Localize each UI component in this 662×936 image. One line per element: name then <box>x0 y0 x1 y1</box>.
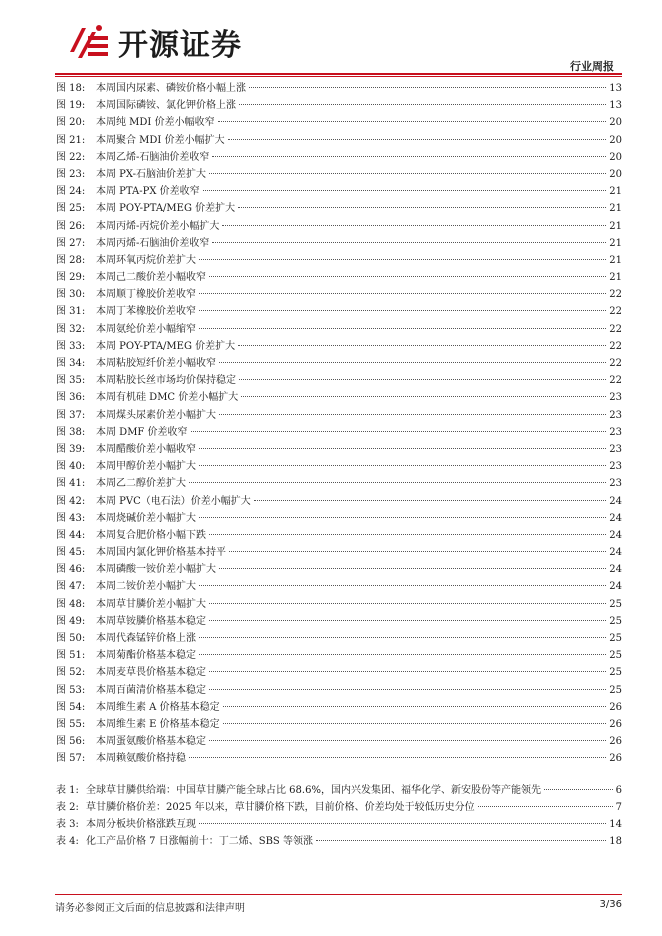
toc-figure-entry[interactable] <box>56 252 622 269</box>
entry-number: 图 27: <box>56 237 86 249</box>
entry-title: 本周己二酸价差小幅收窄 <box>96 272 206 284</box>
entry-number: 图 43: <box>56 512 86 524</box>
toc-figure-entry[interactable] <box>56 578 622 595</box>
entry-page-number: 26 <box>609 753 622 765</box>
entry-title: 本周粘胶短纤价差小幅收窄 <box>96 358 216 369</box>
entry-number: 图 24: <box>56 186 86 198</box>
entry-page-number: 21 <box>609 237 622 249</box>
dot-leader <box>199 310 606 311</box>
toc-figure-entry[interactable] <box>56 303 622 320</box>
entry-number: 图 18: <box>56 83 86 94</box>
dot-leader <box>199 465 606 466</box>
entry-title: 本周煤头尿素价差小幅扩大 <box>96 409 216 421</box>
toc-figure-entry[interactable] <box>56 114 622 131</box>
dot-leader <box>222 225 606 226</box>
entry-page-number: 25 <box>609 598 622 610</box>
entry-page-number: 21 <box>609 254 622 266</box>
entry-title: 本周 DMF 价差收窄 <box>96 426 188 438</box>
entry-number: 图 23: <box>56 168 86 180</box>
toc-figure-entry[interactable] <box>56 493 622 510</box>
entry-page-number: 26 <box>609 701 622 713</box>
toc-figure-entry[interactable] <box>56 389 622 406</box>
entry-number: 表 2: <box>56 801 79 813</box>
entry-page-number: 25 <box>609 615 622 627</box>
entry-page-number: 22 <box>609 323 622 335</box>
entry-number: 图 26: <box>56 220 86 232</box>
entry-page-number: 23 <box>609 443 622 455</box>
entry-page-number: 25 <box>609 650 622 662</box>
entry-title: 本周丙烯-石脑油价差收窄 <box>96 237 210 249</box>
table-list <box>56 782 622 851</box>
entry-page-number: 23 <box>609 392 622 404</box>
dot-leader <box>199 823 606 824</box>
toc-figure-entry[interactable] <box>56 441 622 458</box>
entry-title: 本周醋酸价差小幅收窄 <box>96 443 196 455</box>
toc-figure-entry[interactable] <box>56 80 622 97</box>
entry-number: 图 35: <box>56 375 86 387</box>
entry-number: 图 48: <box>56 598 86 610</box>
entry-number: 图 40: <box>56 461 86 473</box>
toc-table-entry[interactable] <box>56 833 622 850</box>
entry-title: 本周分板块价格涨跌互现 <box>86 818 196 830</box>
dot-leader <box>209 671 606 672</box>
entry-title: 本周麦草畏价格基本稳定 <box>96 667 206 679</box>
kaiyuan-securities-logo-icon <box>68 22 112 62</box>
entry-title: 本周 PTA-PX 价差收窄 <box>96 186 200 198</box>
brand-name: 开源证券 <box>118 28 242 63</box>
dot-leader <box>199 293 606 294</box>
toc-figure-entry[interactable] <box>56 338 622 355</box>
toc-figure-entry[interactable] <box>56 630 622 647</box>
dot-leader <box>238 207 606 208</box>
entry-page-number: 24 <box>609 581 622 593</box>
entry-number: 图 51: <box>56 650 86 662</box>
entry-title: 草甘膦价格价差：2025 年以来，草甘膦价格下跌，目前价格、价差均处于较低历史分位 <box>86 801 475 813</box>
entry-page-number: 22 <box>609 289 622 301</box>
entry-number: 图 49: <box>56 615 86 627</box>
entry-title: 本周粘胶长丝市场均价保持稳定 <box>96 375 236 387</box>
entry-page-number: 25 <box>609 667 622 679</box>
entry-page-number: 21 <box>609 186 622 198</box>
legal-disclaimer: 请务必参阅正文后面的信息披露和法律声明 <box>55 903 245 914</box>
dot-leader <box>189 757 606 758</box>
dot-leader <box>219 362 606 363</box>
toc-figure-entry[interactable] <box>56 97 622 114</box>
entry-page-number: 20 <box>609 151 622 163</box>
toc-figure-entry[interactable] <box>56 613 622 630</box>
entry-page-number: 18 <box>609 836 622 848</box>
entry-number: 图 32: <box>56 323 86 335</box>
entry-title: 本周草甘膦价差小幅扩大 <box>96 598 206 610</box>
toc-figure-entry[interactable] <box>56 183 622 200</box>
entry-page-number: 6 <box>615 784 622 796</box>
dot-leader <box>199 328 606 329</box>
toc-table-entry[interactable] <box>56 799 622 816</box>
entry-number: 图 47: <box>56 581 86 593</box>
dot-leader <box>223 706 607 707</box>
entry-page-number: 24 <box>609 547 622 559</box>
dot-leader <box>223 723 607 724</box>
footer-divider <box>55 894 622 895</box>
entry-title: 本周维生素 A 价格基本稳定 <box>96 701 220 713</box>
dot-leader <box>209 173 606 174</box>
entry-title: 本周环氧丙烷价差扩大 <box>96 254 196 266</box>
toc-figure-entry[interactable] <box>56 407 622 424</box>
entry-title: 本周氨纶价差小幅缩窄 <box>96 323 196 335</box>
entry-page-number: 21 <box>609 272 622 284</box>
entry-page-number: 21 <box>609 220 622 232</box>
dot-leader <box>199 517 606 518</box>
entry-number: 图 30: <box>56 289 86 301</box>
entry-page-number: 24 <box>609 512 622 524</box>
toc-figure-entry[interactable] <box>56 235 622 252</box>
entry-number: 图 42: <box>56 495 86 507</box>
entry-number: 图 28: <box>56 254 86 266</box>
entry-title: 本周二铵价差小幅扩大 <box>96 581 196 593</box>
brand-logo <box>68 22 242 62</box>
entry-number: 表 1: <box>56 784 79 796</box>
dot-leader <box>209 740 606 741</box>
entry-page-number: 24 <box>609 564 622 576</box>
dot-leader <box>249 87 606 88</box>
dot-leader <box>212 156 606 157</box>
toc-figure-entry[interactable] <box>56 750 622 767</box>
figure-list <box>56 80 622 768</box>
entry-number: 图 22: <box>56 151 86 163</box>
toc-table-entry[interactable] <box>56 782 622 799</box>
dot-leader <box>199 259 606 260</box>
entry-page-number: 23 <box>609 409 622 421</box>
entry-number: 图 44: <box>56 529 86 541</box>
entry-title: 化工产品价格 7 日涨幅前十：丁二烯、SBS 等领涨 <box>86 836 313 848</box>
entry-page-number: 23 <box>609 461 622 473</box>
entry-page-number: 26 <box>609 736 622 748</box>
entry-title: 本周甲醇价差小幅扩大 <box>96 461 196 473</box>
dot-leader <box>239 379 606 380</box>
entry-page-number: 22 <box>609 306 622 318</box>
toc-figure-entry[interactable] <box>56 544 622 561</box>
entry-title: 本周国际磷铵、氯化钾价格上涨 <box>96 100 236 112</box>
entry-number: 图 25: <box>56 203 86 215</box>
page-number: 3/36 <box>599 899 622 910</box>
section-gap <box>56 768 622 782</box>
entry-page-number: 13 <box>609 100 622 112</box>
entry-page-number: 22 <box>609 340 622 352</box>
dot-leader <box>218 121 607 122</box>
dot-leader <box>199 585 606 586</box>
entry-page-number: 21 <box>609 203 622 215</box>
toc-figure-entry[interactable] <box>56 699 622 716</box>
toc-figure-entry[interactable] <box>56 458 622 475</box>
entry-title: 本周 POY-PTA/MEG 价差扩大 <box>96 340 236 352</box>
toc-figure-entry[interactable] <box>56 149 622 166</box>
dot-leader <box>212 242 606 243</box>
entry-title: 本周国内尿素、磷铵价格小幅上涨 <box>96 83 246 94</box>
entry-page-number: 20 <box>609 117 622 129</box>
dot-leader <box>191 431 607 432</box>
entry-number: 图 54: <box>56 701 86 713</box>
entry-number: 图 55: <box>56 718 86 730</box>
entry-page-number: 7 <box>615 801 622 813</box>
entry-title: 本周 PVC（电石法）价差小幅扩大 <box>96 495 251 507</box>
entry-title: 本周 PX-石脑油价差扩大 <box>96 168 207 180</box>
toc-figure-entry[interactable] <box>56 682 622 699</box>
entry-number: 表 4: <box>56 836 79 848</box>
entry-title: 本周烧碱价差小幅扩大 <box>96 512 196 524</box>
entry-page-number: 22 <box>609 375 622 387</box>
entry-title: 本周草铵膦价格基本稳定 <box>96 615 206 627</box>
dot-leader <box>199 654 606 655</box>
toc-figure-entry[interactable] <box>56 733 622 750</box>
entry-title: 本周丙烯-丙烷价差小幅扩大 <box>96 220 220 232</box>
toc-figure-entry[interactable] <box>56 647 622 664</box>
document-type-label: 行业周报 <box>570 60 614 73</box>
entry-title: 本周乙烯-石脑油价差收窄 <box>96 151 210 163</box>
toc-figure-entry[interactable] <box>56 510 622 527</box>
entry-number: 图 57: <box>56 753 86 765</box>
entry-number: 图 31: <box>56 306 86 318</box>
entry-page-number: 26 <box>609 718 622 730</box>
entry-title: 本周菊酯价格基本稳定 <box>96 650 196 662</box>
entry-number: 图 39: <box>56 443 86 455</box>
dot-leader <box>209 534 606 535</box>
entry-title: 本周百菌清价格基本稳定 <box>96 684 206 696</box>
dot-leader <box>189 482 606 483</box>
entry-title: 本周代森锰锌价格上涨 <box>96 633 196 644</box>
entry-title: 全球草甘膦供给端：中国草甘膦产能全球占比 68.6%，国内兴发集团、福华化学、新安股份等产能领先 <box>86 784 541 796</box>
toc-figure-entry[interactable] <box>56 716 622 733</box>
toc-figure-entry[interactable] <box>56 561 622 578</box>
entry-title: 本周赖氨酸价格持稳 <box>96 753 186 765</box>
entry-title: 本周 POY-PTA/MEG 价差扩大 <box>96 203 236 215</box>
entry-page-number: 13 <box>609 83 622 94</box>
entry-page-number: 14 <box>609 818 622 830</box>
dot-leader <box>254 500 606 501</box>
toc-figure-entry[interactable] <box>56 218 622 235</box>
entry-number: 图 53: <box>56 684 86 696</box>
toc-figure-entry[interactable] <box>56 166 622 183</box>
dot-leader <box>241 396 606 397</box>
toc-figure-entry[interactable] <box>56 200 622 217</box>
entry-number: 图 52: <box>56 667 86 679</box>
toc-figure-entry[interactable] <box>56 372 622 389</box>
entry-number: 图 50: <box>56 633 86 644</box>
toc-figure-entry[interactable] <box>56 475 622 492</box>
entry-title: 本周丁苯橡胶价差收窄 <box>96 306 196 318</box>
toc-figure-entry[interactable] <box>56 286 622 303</box>
entry-title: 本周磷酸一铵价差小幅扩大 <box>96 564 216 576</box>
toc-figure-entry[interactable] <box>56 269 622 286</box>
toc-figure-entry[interactable] <box>56 424 622 441</box>
entry-number: 图 34: <box>56 358 86 369</box>
entry-number: 图 19: <box>56 100 86 112</box>
dot-leader <box>229 551 606 552</box>
entry-number: 图 45: <box>56 547 86 559</box>
entry-title: 本周聚合 MDI 价差小幅扩大 <box>96 134 225 146</box>
dot-leader <box>478 806 613 807</box>
entry-title: 本周有机硅 DMC 价差小幅扩大 <box>96 392 239 404</box>
entry-number: 图 41: <box>56 478 86 490</box>
entry-title: 本周国内氯化钾价格基本持平 <box>96 547 226 559</box>
dot-leader <box>209 603 606 604</box>
entry-page-number: 23 <box>609 478 622 490</box>
toc-figure-entry[interactable] <box>56 132 622 149</box>
entry-page-number: 23 <box>609 426 622 438</box>
entry-page-number: 22 <box>609 358 622 369</box>
entry-title: 本周维生素 E 价格基本稳定 <box>96 718 220 730</box>
entry-page-number: 24 <box>609 529 622 541</box>
entry-title: 本周复合肥价格小幅下跌 <box>96 529 206 541</box>
entry-number: 图 36: <box>56 392 86 404</box>
dot-leader <box>544 789 613 790</box>
dot-leader <box>209 689 606 690</box>
toc-figure-entry[interactable] <box>56 355 622 372</box>
header-divider <box>55 73 622 75</box>
entry-number: 图 37: <box>56 409 86 421</box>
entry-number: 图 56: <box>56 736 86 748</box>
entry-title: 本周乙二醇价差扩大 <box>96 478 186 490</box>
entry-number: 表 3: <box>56 818 79 830</box>
entry-number: 图 46: <box>56 564 86 576</box>
dot-leader <box>219 568 606 569</box>
entry-title: 本周蛋氨酸价格基本稳定 <box>96 736 206 748</box>
dot-leader <box>199 448 606 449</box>
entry-page-number: 20 <box>609 168 622 180</box>
table-of-contents <box>56 80 622 850</box>
entry-number: 图 38: <box>56 426 86 438</box>
toc-figure-entry[interactable] <box>56 596 622 613</box>
entry-page-number: 20 <box>609 134 622 146</box>
entry-page-number: 24 <box>609 495 622 507</box>
entry-page-number: 25 <box>609 684 622 696</box>
dot-leader <box>238 345 606 346</box>
entry-number: 图 21: <box>56 134 86 146</box>
toc-figure-entry[interactable] <box>56 664 622 681</box>
header-divider-thin <box>55 76 622 77</box>
entry-number: 图 33: <box>56 340 86 352</box>
dot-leader <box>203 190 607 191</box>
toc-figure-entry[interactable] <box>56 527 622 544</box>
dot-leader <box>228 139 607 140</box>
dot-leader <box>199 637 606 638</box>
entry-title: 本周纯 MDI 价差小幅收窄 <box>96 117 215 129</box>
entry-number: 图 20: <box>56 117 86 129</box>
toc-figure-entry[interactable] <box>56 321 622 338</box>
entry-page-number: 25 <box>609 633 622 644</box>
dot-leader <box>209 276 606 277</box>
dot-leader <box>239 104 606 105</box>
entry-title: 本周顺丁橡胶价差收窄 <box>96 289 196 301</box>
page-footer <box>55 894 622 914</box>
dot-leader <box>316 840 606 841</box>
dot-leader <box>209 620 606 621</box>
dot-leader <box>219 414 606 415</box>
toc-table-entry[interactable] <box>56 816 622 833</box>
entry-number: 图 29: <box>56 272 86 284</box>
page-header <box>0 0 662 76</box>
